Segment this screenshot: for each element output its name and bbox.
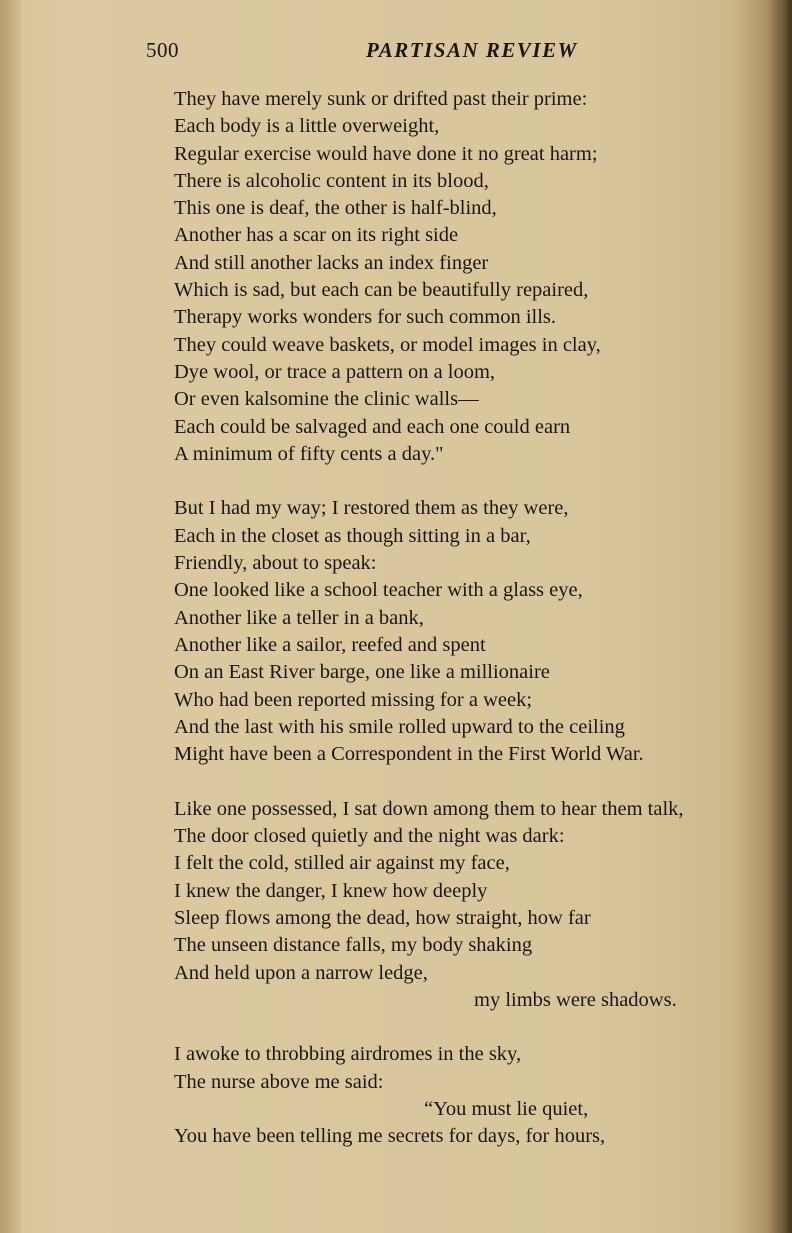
- poem-line: On an East River barge, one like a millionaire: [174, 661, 550, 684]
- poem-line: Another has a scar on its right side: [174, 224, 459, 247]
- poem-line: The unseen distance falls, my body shaking: [174, 934, 533, 957]
- poem-line-indented: “You must lie quiet,: [424, 1097, 589, 1120]
- poem-line: The door closed quietly and the night was dark:: [174, 825, 565, 848]
- poem-line-indented: my limbs were shadows.: [474, 988, 677, 1011]
- poem-line: You have been telling me secrets for days, for hours,: [174, 1125, 606, 1148]
- poem-line: Therapy works wonders for such common ills.: [174, 306, 557, 329]
- poem-line: And the last with his smile rolled upward to the ceiling: [174, 715, 625, 738]
- poem-line: There is alcoholic content in its blood,: [174, 169, 489, 192]
- poem-line: Each in the closet as though sitting in a bar,: [174, 524, 531, 547]
- stanza-break: [174, 468, 774, 495]
- poem-line: They could weave baskets, or model images in clay,: [174, 333, 601, 356]
- poem-line: Which is sad, but each can be beautifully repaired,: [174, 279, 589, 302]
- poem-line: This one is deaf, the other is half-blind,: [174, 197, 497, 220]
- poem-line: Friendly, about to speak:: [174, 552, 377, 575]
- poem-line: Might have been a Correspondent in the First World War.: [174, 743, 644, 766]
- poem-line: And held upon a narrow ledge,: [174, 961, 428, 984]
- poem-line: I awoke to throbbing airdromes in the sky,: [174, 1043, 522, 1066]
- poem-line: Each could be salvaged and each one could earn: [174, 415, 571, 438]
- poem-line: And still another lacks an index finger: [174, 251, 489, 274]
- poem-line: Or even kalsomine the clinic walls—: [174, 388, 479, 411]
- poem-line: Sleep flows among the dead, how straight, how far: [174, 906, 591, 929]
- stanza-break: [174, 768, 774, 795]
- poem-line: But I had my way; I restored them as they were,: [174, 497, 569, 520]
- poem-line: Like one possessed, I sat down among them to hear them talk,: [174, 797, 684, 820]
- poem-line: Regular exercise would have done it no great harm;: [174, 142, 598, 165]
- poem-line: I knew the danger, I knew how deeply: [174, 879, 488, 902]
- poem-line: Dye wool, or trace a pattern on a loom,: [174, 360, 496, 383]
- stanza-2: [174, 495, 774, 768]
- poem-line: They have merely sunk or drifted past their prime:: [174, 88, 588, 110]
- stanza-1: [174, 86, 774, 468]
- running-title: PARTISAN REVIEW: [366, 38, 578, 62]
- stanza-4: [174, 1041, 774, 1150]
- poem-line: One looked like a school teacher with a glass eye,: [174, 579, 583, 602]
- poem-line: A minimum of fifty cents a day.": [174, 442, 444, 465]
- poem-text: [174, 86, 774, 1151]
- stanza-3: [174, 796, 774, 1014]
- poem-line: Another like a sailor, reefed and spent: [174, 633, 486, 656]
- poem-line: Each body is a little overweight,: [174, 115, 440, 138]
- page-gutter: [0, 0, 22, 1233]
- page-header: [0, 38, 792, 64]
- poem-line: Another like a teller in a bank,: [174, 606, 424, 629]
- poem-line: Who had been reported missing for a week;: [174, 688, 533, 711]
- stanza-break: [174, 1014, 774, 1041]
- page-number: 500: [146, 38, 179, 62]
- poem-line: I felt the cold, stilled air against my face,: [174, 852, 510, 875]
- poem-line: The nurse above me said:: [174, 1070, 384, 1093]
